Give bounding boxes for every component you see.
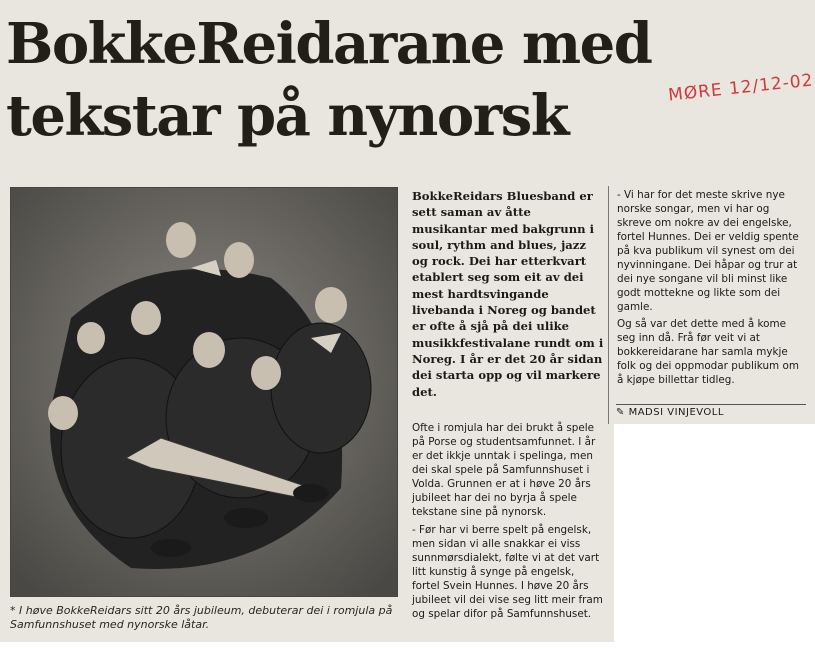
body-paragraph: Ofte i romjula har dei brukt å spele på Porse og studentsamfunnet. I år er det ikkje unntak i spelinga, men dei skal spele på Samfunnshuset i Volda. Grunnen er at i høve 20 års jubileet har dei no byrja å spele tekstane sine på nynorsk. (412, 422, 596, 518)
body-paragraph: - Før har vi berre spelt på engelsk, men sidan vi alle snakkar ei viss sunnmørsdialekt, følte vi at det vart litt kunstig å synge på engelsk, fortel Svein Hunnes. I høve 20 års jubileet vil dei vise seg litt meir fram og spelar difor på Samfunnshuset. (412, 524, 603, 620)
body-paragraph: - Vi har for det meste skrive nye norske songar, men vi har og skreve om nokre av dei engelske, fortel Hunnes. Dei er veldig spente på kva publikum vil synest om dei nyvinningane. Dei håpar og trur at dei nye songane vil bli minst like godt mottekne og likte som dei gamle. (617, 189, 799, 313)
headline (6, 8, 706, 152)
body-column-middle (412, 421, 604, 621)
scan-margin (0, 642, 815, 648)
lead-paragraph: BokkeReidars Bluesband er sett saman av åtte musikantar med bakgrunn i soul, rythm and blues, jazz og rock. Dei har etterkvart etablert seg som eit av dei mest hardtsvingande livebanda i Noreg og bandet er ofte å sjå på dei ulike musikkfestivalane rundt om i Noreg. I år er det 20 år sidan dei starta opp og vil markere det. (412, 189, 604, 399)
body-column-right (617, 188, 803, 387)
byline-name: MADSI VINJEVOLL (628, 407, 724, 418)
band-photo (10, 187, 398, 597)
band-photo-image (11, 188, 397, 596)
handwritten-stamp: MØRE 12/12-02 (667, 70, 815, 106)
byline (616, 404, 806, 418)
blank-area (614, 424, 815, 648)
photo-caption: * I høve BokkeReidars sitt 20 års jubileum, debuterar dei i romjula på Samfunnshuset med nynorske låtar. (10, 604, 393, 631)
pen-icon: ✎ (616, 407, 625, 418)
headline-line-1: BokkeReidarane med (6, 11, 652, 77)
headline-line-2: tekstar på nynorsk (6, 83, 569, 149)
column-divider (608, 186, 609, 424)
body-paragraph: Og så var det dette med å kome seg inn då. Frå før veit vi at bokkereidarane har samla mykje folk og dei oppmodar publikum om å kjøpe billettar tidleg. (617, 318, 799, 386)
